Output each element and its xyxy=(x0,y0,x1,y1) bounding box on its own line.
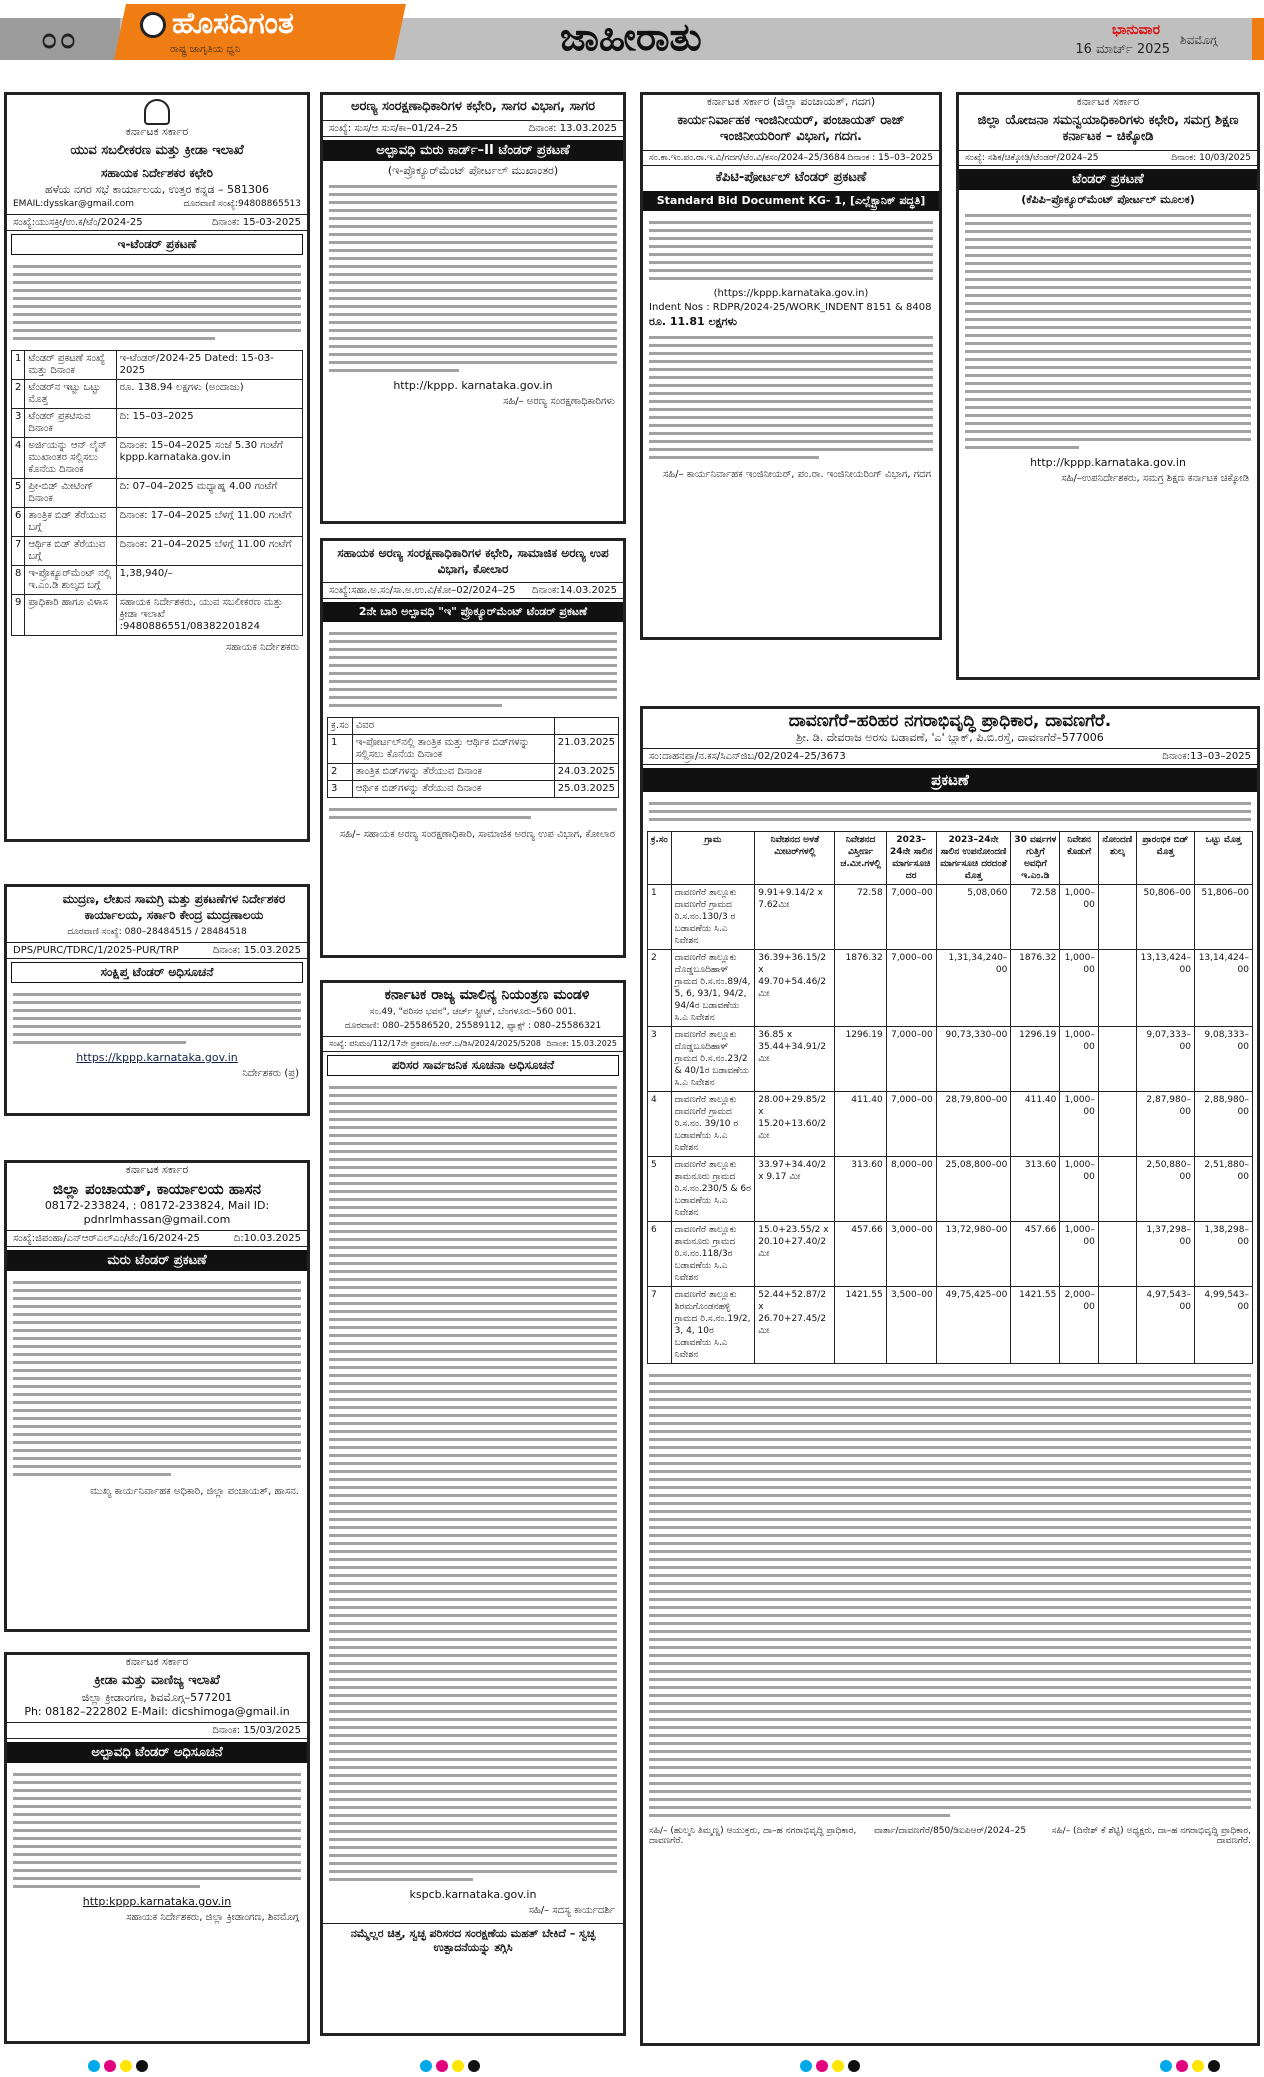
ad-title: ಯುವ ಸಬಲೀಕರಣ ಮತ್ತು ಕ್ರೀಡಾ ಇಲಾಖೆ xyxy=(70,143,244,158)
ad-band-sub: Standard Bid Document KG- 1, [ಎಲ್ಲೆಕ್ಟ್ರಾನಿಕ್ ಪದ್ಧತಿ] xyxy=(643,191,939,211)
ad-body-text xyxy=(7,1766,307,1895)
table-row: 6 ತಾಂತ್ರಿಕ ಬಿಡ್ ತೆರೆಯುವ ಬಗ್ಗೆ ದಿನಾಂಕ: 17–04–2025 ಬೆಳಗ್ಗೆ 11.00 ಗಂಟೆಗೆ xyxy=(12,508,303,537)
ad-signature-left: ಸಹಿ/– (ಹುಲ್ಮನಿ ತಿಮ್ಮಣ್ಣ) ಆಯುಕ್ತರು, ದಾ–ಹ ನಗರಾಭಿವೃದ್ಧಿ ಪ್ರಾಧಿಕಾರ, ದಾವಣಗೆರೆ. xyxy=(649,1826,857,1846)
ad-date: ದಿನಾಂಕ: 15-03-2025 xyxy=(211,217,301,228)
table-row: 7 ದಾವಣಗೆರೆ ತಾಲ್ಲೂಕು ಶಿರಮಗೊಂಡನಹಳ್ಳಿ ಗ್ರಾಮದ ರಿ.ಸ.ನಂ.19/2, 3, 4, 10ರ ಬಡಾವಣೆಯ ಸಿ.ಎ ನಿವೇಶನ 52.44+52.87/2 x 26.70+27.45/2 ಮೀ 1421.55 3,500–00 49,75,425–00 1421.55 2,000–00 4,97,543–00 4,99,543–00 xyxy=(648,1287,1253,1364)
ad-signature: ಸಹಿ/– ಅರಣ್ಯ ಸಂರಕ್ಷಣಾಧಿಕಾರಿಗಳು xyxy=(503,396,615,407)
ad-ref: ಸಂಖ್ಯೆ:ಸಹಾ.ಅ.ಸಂ/ಸಾ.ಅ.ಉ.ವಿ/ಕೋ–02/2024–25 xyxy=(329,585,516,596)
ad-org: ಕರ್ನಾಟಕ ಸರ್ಕಾರ xyxy=(125,1655,189,1668)
table-row: 6 ದಾವಣಗೆರೆ ತಾಲ್ಲೂಕು ಶಾಮನೂರು ಗ್ರಾಮದ ರಿ.ಸ.ನಂ.118/3ರ ಬಡಾವಣೆಯ ಸಿ.ಎ ನಿವೇಶನ 15.0+23.55/2 x 20.10+27.40/2 ಮೀ 457.66 3,000–00 13,72,980–00 457.66 1,000–00 1,37,298–00 1,38,298–00 xyxy=(648,1222,1253,1287)
ad-org: ಕರ್ನಾಟಕ ಸರ್ಕಾರ xyxy=(125,1163,189,1176)
ad-band-sub: (ಇ-ಪ್ರೊಕ್ಯೂರ್‌ಮೆಂಟ್ ಪೋರ್ಟಲ್ ಮುಖಾಂತರ) xyxy=(387,164,559,177)
ad-band: ಸಂಕ್ಷಿಪ್ತ ಟೆಂಡರ್ ಅಧಿಸೂಚನೆ xyxy=(11,962,303,983)
ad-title: ದಾವಣಗೆರೆ–ಹರಿಹರ ನಗರಾಭಿವೃದ್ಧಿ ಪ್ರಾಧಿಕಾರ, ದಾವಣಗೆರೆ. xyxy=(788,711,1112,731)
ad-email: EMAIL:dysskar@gmail.com xyxy=(13,199,135,209)
ad-signature-right: ಸಹಿ/– (ದಿನೇಶ್ ಕೆ ಶೆಟ್ಟಿ) ಅಧ್ಯಕ್ಷರು, ದಾ–ಹ ನಗರಾಭಿವೃದ್ಧಿ ಪ್ರಾಧಿಕಾರ, ದಾವಣಗೆರೆ. xyxy=(1051,1826,1251,1846)
ad-ref: DPS/PURC/TDRC/1/2025-PUR/TRP xyxy=(13,945,179,956)
ad-email: pdnrlmhassan@gmail.com xyxy=(83,1213,231,1226)
ad-org: ಕರ್ನಾಟಕ ಸರ್ಕಾರ xyxy=(1076,95,1140,108)
brand-logo-icon xyxy=(140,12,166,38)
ad-band: ಪರಿಸರ ಸಾರ್ವಜನಿಕ ಸೂಚನಾ ಅಧಿಸೂಚನೆ xyxy=(327,1055,619,1076)
header-city: ಶಿವಮೊಗ್ಗ xyxy=(1180,33,1218,47)
table-row: 1 ದಾವಣಗೆರೆ ತಾಲ್ಲೂಕು ದಾವಣಗೆರೆ ಗ್ರಾಮದ ರಿ.ಸ.ನಂ.130/3 ರ ಬಡಾವಣೆಯ ಸಿ.ಎ ನಿವೇಶನ 9.91+9.14/2 x 7.62ಮೀ 72.58 7,000–00 5,08,060 72.58 1,000–00 50,806–00 51,806–00 xyxy=(648,885,1253,950)
ad-date: ದಿನಾಂಕ: 10/03/2025 xyxy=(1171,153,1251,163)
page-number: ೦೦ xyxy=(0,18,120,60)
ad-band: ಅಲ್ಪಾವಧಿ ಟೆಂಡರ್ ಅಧಿಸೂಚನೆ xyxy=(7,1742,307,1763)
ad-social-forest xyxy=(320,538,626,958)
ad-signature: ಸಹಿ/–ಉಪನಿರ್ದೇಶಕರು, ಸಮಗ್ರ ಶಿಕ್ಷಣ ಕರ್ನಾಟಕ ಚಿಕ್ಕೋಡಿ xyxy=(1061,473,1249,484)
ad-body-text xyxy=(643,214,939,287)
table-row: 1 ಇ-ಪೋರ್ಟಲ್‌ನಲ್ಲಿ ತಾಂತ್ರಿಕ ಮತ್ತು ಆರ್ಥಿಕ ಬಿಡ್‌ಗಳನ್ನು ಸಲ್ಲಿಸಲು ಕೊನೆಯ ದಿನಾಂಕ 21.03.2025 xyxy=(328,735,619,764)
ad-title: ಮುದ್ರಣ, ಲೇಖನ ಸಾಮಗ್ರಿ ಮತ್ತು ಪ್ರಕಟಣೆಗಳ ನಿರ್ದೇಶಕರ ಕಾರ್ಯಾಲಯ, ಸರ್ಕಾರಿ ಕೇಂದ್ರ ಮುದ್ರಣಾಲಯ xyxy=(62,892,286,922)
ad-schedule-table xyxy=(11,350,303,636)
ad-govt-press xyxy=(4,884,310,1116)
ad-ref: ಸಂಖ್ಯೆ: ಸಶಿಕ/ಚಿಕ್ಕೋಡಿ/ಟೆಂಡರ್/2024–25 xyxy=(965,153,1099,163)
print-registration-marks xyxy=(800,2060,860,2072)
ad-title: ಕ್ರೀಡಾ ಮತ್ತು ವಾಣಿಜ್ಯ ಇಲಾಖೆ xyxy=(94,1673,220,1688)
ad-sports-shimoga xyxy=(4,1652,310,2044)
ad-ref: ಸಂಖ್ಯೆ:ಜಿಪಂಹಾ/ಎನ್‌ಆರ್‌ಎಲ್‌ಎಂ/ಟೆಂ/16/2024-25 xyxy=(13,1233,200,1244)
print-registration-marks xyxy=(1160,2060,1220,2072)
ad-date: ದಿನಾಂಕ: 15/03/2025 xyxy=(212,1725,301,1736)
ad-footer-slogan: ನಮ್ಮೆಲ್ಲರ ಚಿತ್ತ, ಸ್ವಚ್ಛ ಪರಿಸರದ ಸಂರಕ್ಷಣೆಯ ಮಹತ್ ಬೇಕಿದೆ – ಸ್ವಚ್ಛ ಉತ್ಪಾದನೆಯನ್ನು ತಗ್ಗಿಸಿ xyxy=(323,1923,623,1955)
ad-portal-link[interactable]: https://kppp.karnataka.gov.in xyxy=(76,1051,238,1064)
ad-contact: Ph: 08182–222802 E-Mail: dicshimoga@gmail.in xyxy=(24,1705,290,1718)
ad-address: ಶ್ರೀ. ಡಿ. ದೇವರಾಜ ಅರಸು ಬಡಾವಣೆ, 'ಎ' ಬ್ಲಾಕ್, ಪಿ.ಬಿ.ರಸ್ತೆ, ದಾವಣಗೆರೆ–577006 xyxy=(796,731,1104,744)
ad-phone: ದೂರವಾಣಿ ಸಂಖ್ಯೆ: 080–28484515 / 28484518 xyxy=(67,927,247,937)
table-row: 2 ಟೆಂಡರ್‌ನ ಇಟ್ಟು ಒಟ್ಟು ಮೊತ್ತ ರೂ. 138.94 ಲಕ್ಷಗಳು (ಅಂದಾಜು) xyxy=(12,380,303,409)
ad-body-text xyxy=(323,625,623,714)
ad-ref: ಸಂಖ್ಯೆ: ಸುಸ/ಆ ಸುಸ/ಕಾ–01/24–25 xyxy=(329,123,459,134)
section-title: ಜಾಹೀರಾತು xyxy=(560,14,702,59)
header-accent xyxy=(1252,18,1264,60)
table-header-row: ಕ್ರ.ಸಂ ಗ್ರಾಮ ನಿವೇಶನದ ಅಳತೆ ಮೀಟರ್‌ಗಳಲ್ಲಿ ನಿವೇಶನದ ವಿಸ್ತೀರ್ಣ ಚ.ಮೀ.ಗಳಲ್ಲಿ 2023–24ನೇ ಸಾಲಿನ ಮಾರ್ಗಸೂಚಿ ದರ 2023–24ನೇ ಸಾಲಿನ ಉಪನೋಂದಣಿ ಮಾರ್ಗಸೂಚಿ ದರದಂತೆ ಮೊತ್ತ 30 ವರ್ಷಗಳ ಗುತ್ತಿಗೆ ಅವಧಿಗೆ ಇ.ಎಂ.ಡಿ ನಿವೇಶನ ಕೊಡುಗೆ ನೋಂದಣಿ ಶುಲ್ಕ ಪ್ರಾರಂಭಿಕ ಬಿಡ್ ಮೊತ್ತ ಒಟ್ಟು ಮೊತ್ತ xyxy=(648,832,1253,885)
table-row: 7 ಆರ್ಥಿಕ ಬಿಡ್ ತೆರೆಯುವ ಬಗ್ಗೆ ದಿನಾಂಕ: 21–04–2025 ಬೆಳಗ್ಗೆ 11.00 ಗಂಟೆಗೆ xyxy=(12,537,303,566)
ad-date: ದಿನಾಂಕ:14.03.2025 xyxy=(531,585,617,596)
ad-date: ದಿನಾಂಕ:13–03–2025 xyxy=(1162,751,1251,762)
ad-band-sub: (ಕೆಪಿಪಿ–ಪ್ರೊಕ್ಯೂರ್‌ಮೆಂಟ್ ಪೋರ್ಟಲ್ ಮೂಲಕ) xyxy=(1021,193,1195,206)
ad-signature: ಸಹಿ/– ಸಹಾಯಕ ಅರಣ್ಯ ಸಂರಕ್ಷಣಾಧಿಕಾರಿ, ಸಾಮಾಜಿಕ ಅರಣ್ಯ ಉಪ ವಿಭಾಗ, ಕೋಲಾರ xyxy=(339,829,615,840)
print-registration-marks xyxy=(420,2060,480,2072)
ad-signature: ಸಹಾಯಕ ನಿರ್ದೇಶಕರು, ಜಿಲ್ಲಾ ಕ್ರೀಡಾಂಗಣ, ಶಿವಮೊಗ್ಗ xyxy=(126,1912,299,1923)
table-row: 3 ಆರ್ಥಿಕ ಬಿಡ್‌ಗಳನ್ನು ತೆರೆಯುವ ದಿನಾಂಕ 25.03.2025 xyxy=(328,781,619,798)
ad-body-text xyxy=(323,1079,623,1888)
ad-org: ಕರ್ನಾಟಕ ಸರ್ಕಾರ xyxy=(125,125,189,138)
ad-body-text xyxy=(7,258,307,347)
ad-portal-link[interactable]: kspcb.karnataka.gov.in xyxy=(409,1888,537,1901)
ad-amount: ರೂ. 11.81 ಲಕ್ಷಗಳು xyxy=(649,315,737,328)
table-row: 5 ಪ್ರೀ-ಬಿಡ್ ಮೀಟಿಂಗ್ ದಿನಾಂಕ ದಿ: 07–04–2025 ಮಧ್ಯಾಹ್ನ 4.00 ಗಂಟೆಗೆ xyxy=(12,479,303,508)
ad-band: ಮರು ಟೆಂಡರ್ ಪ್ರಕಟಣೆ xyxy=(7,1250,307,1271)
ad-ref: ಸಂಖ್ಯೆ:ಯುಸಕ್ರೀ/ಉ.ಕ/ಟೆಂ/2024-25 xyxy=(13,217,143,228)
ad-address: ಜಿಲ್ಲಾ ಕ್ರೀಡಾಂಗಣ, ಶಿವಮೊಗ್ಗ–577201 xyxy=(81,1691,233,1704)
table-row: 3 ದಾವಣಗೆರೆ ತಾಲ್ಲೂಕು ದೊಡ್ಡಬೂದಿಹಾಳ್ ಗ್ರಾಮದ ರಿ.ಸ.ನಂ.23/2 & 40/1ರ ಬಡಾವಣೆಯ ಸಿ.ಎ ನಿವೇಶನ 36.85 x 35.44+34.91/2 ಮೀ 1296.19 7,000–00 90,73,330–00 1296.19 1,000–00 9,07,333–00 9,08,333–00 xyxy=(648,1027,1253,1092)
table-row: 9 ಪ್ರಾಧಿಕಾರಿ ಹಾಗೂ ವಿಳಾಸ ಸಹಾಯಕ ನಿರ್ದೇಶಕರು, ಯುವ ಸಬಲೀಕರಣ ಮತ್ತು ಕ್ರೀಡಾ ಇಲಾಖೆ :9480886551/08382201824 xyxy=(12,595,303,636)
ad-subtitle: ಸಹಾಯಕ ನಿರ್ದೇಶಕರ ಕಛೇರಿ xyxy=(101,166,213,180)
ad-signature: ಸಹಿ/– ಕಾರ್ಯನಿರ್ವಾಹಕ ಇಂಜಿನೀಯರ್, ಪಂ.ರಾ. ಇಂಜಿನೀಯರಿಂಗ್ ವಿಭಾಗ, ಗದಗ xyxy=(662,469,931,480)
ad-address: ಸಂ.49, "ಪರಿಸರ ಭವನ", ಚರ್ಚ್ ಸ್ಟ್ರೀಟ್, ಬೆಂಗಳೂರು–560 001. xyxy=(369,1007,577,1017)
ad-body-text xyxy=(323,178,623,379)
ad-portal-link[interactable]: http://kppp.karnataka.gov.in xyxy=(1030,456,1186,469)
table-row: 3 ಟೆಂಡರ್ ಪ್ರಕಟಿಸುವ ದಿನಾಂಕ ದಿ: 15–03–2025 xyxy=(12,409,303,438)
ad-band: ಇ-ಟೆಂಡರ್ ಪ್ರಕಟಣೆ xyxy=(11,234,303,255)
ad-schedule-table xyxy=(327,717,619,798)
ad-date: ದಿನಾಂಕ: 15.03.2025 xyxy=(212,945,301,956)
ad-signature: ಮುಖ್ಯ ಕಾರ್ಯನಿರ್ವಾಹಕ ಅಧಿಕಾರಿ, ಜಿಲ್ಲಾ ಪಂಚಾಯತ್, ಹಾಸನ. xyxy=(90,1486,299,1497)
header-day: ಭಾನುವಾರ xyxy=(1111,22,1160,38)
header-date: 16 ಮಾರ್ಚ್ 2025 xyxy=(1075,42,1170,57)
ad-portal-link[interactable]: http:kppp.karnataka.gov.in xyxy=(82,1895,232,1908)
ad-body-text xyxy=(643,329,939,466)
ad-org: ಕರ್ನಾಟಕ ಸರ್ಕಾರ (ಜಿಲ್ಲಾ ಪಂಚಾಯತ್, ಗದಗ) xyxy=(706,95,876,108)
ad-band: ಕೆಪಿಟಿ-ಪೋರ್ಟಲ್ ಟೆಂಡರ್ ಪ್ರಕಟಣೆ xyxy=(715,170,867,185)
ad-pwd-gadag xyxy=(640,92,942,640)
table-row: ಕ್ರ.ಸಂ ವಿವರ xyxy=(328,718,619,735)
ad-zp-hassan xyxy=(4,1160,310,1632)
brand-name: ಹೊಸದಿಗಂತ xyxy=(172,6,294,41)
plot-table xyxy=(647,831,1253,1364)
govt-emblem-icon xyxy=(144,99,170,125)
table-row: 2 ದಾವಣಗೆರೆ ತಾಲ್ಲೂಕು ದೊಡ್ಡಬೂದಿಹಾಳ್ ಗ್ರಾಮದ ರಿ.ಸ.ನಂ.89/4, 5, 6, 93/1, 94/2, 94/4ರ ಬಡಾವಣೆಯ ಸಿ.ಎ ನಿವೇಶನ 36.39+36.15/2 x 49.70+54.46/2 ಮೀ 1876.32 7,000–00 1,31,34,240–00 1876.32 1,000–00 13,13,424–00 13,14,424–00 xyxy=(648,950,1253,1027)
print-registration-marks xyxy=(88,2060,148,2072)
ad-title: ಕರ್ನಾಟಕ ರಾಜ್ಯ ಮಾಲಿನ್ಯ ನಿಯಂತ್ರಣ ಮಂಡಳಿ xyxy=(384,987,590,1003)
table-row: 2 ತಾಂತ್ರಿಕ ಬಿಡ್‌ಗಳನ್ನು ತೆರೆಯುವ ದಿನಾಂಕ 24.03.2025 xyxy=(328,764,619,781)
ad-date: ದಿನಾಂಕ : 15–03–2025 xyxy=(847,153,933,163)
ad-date: ದಿ:10.03.2025 xyxy=(233,1233,301,1244)
ad-release-no: ವಾರ್ತಾ/ದಾವಣಗೆರೆ/850/ಡಿಐಪಿಆರ್/2024–25 xyxy=(873,1826,1027,1836)
ad-signature: ನಿರ್ದೇಶಕರು (ಪ್ರ) xyxy=(242,1068,299,1079)
ad-indent: Indent Nos : RDPR/2024-25/WORK_INDENT 8151 & 8408 xyxy=(649,302,932,313)
ad-title: ಕಾರ್ಯನಿರ್ವಾಹಕ ಇಂಜಿನೀಯರ್, ಪಂಚಾಯತ್ ರಾಜ್ ಇಂಜಿನೀಯರಿಂಗ್ ವಿಭಾಗ, ಗದಗ. xyxy=(677,113,905,144)
ad-title: ಸಹಾಯಕ ಅರಣ್ಯ ಸಂರಕ್ಷಣಾಧಿಕಾರಿಗಳ ಕಛೇರಿ, ಸಾಮಾಜಿಕ ಅರಣ್ಯ ಉಪ ವಿಭಾಗ, ಕೋಲಾರ xyxy=(337,546,609,576)
ad-body-text xyxy=(959,207,1257,456)
ad-dhuda xyxy=(640,706,1260,2046)
ad-forest-sagar xyxy=(320,92,626,524)
ad-edu-chikkodi xyxy=(956,92,1260,680)
table-row: 8 ಇ-ಪ್ರೊಕ್ಯೂರ್‌ಮೆಂಟ್ ನಲ್ಲಿ ಇ.ಎಂ.ಡಿ ಶುಲ್ಕದ ಬಗ್ಗೆ 1,38,940/– xyxy=(12,566,303,595)
ad-band: 2ನೇ ಬಾರಿ ಅಲ್ಪಾವಧಿ "ಇ" ಪ್ರೊಕ್ಯೂರ್‌ಮೆಂಟ್ ಟೆಂಡರ್ ಪ್ರಕಟಣೆ xyxy=(323,602,623,622)
ad-band: ಟೆಂಡರ್ ಪ್ರಕಟಣೆ xyxy=(959,169,1257,190)
ad-date: ದಿನಾಂಕ: 13.03.2025 xyxy=(528,123,617,134)
brand-tagline: ರಾಷ್ಟ್ರ ಜಾಗೃತಿಯ ಧ್ವನಿ xyxy=(170,44,241,55)
table-row: 4 ಅರ್ಜಿಯನ್ನು ಆನ್ ಲೈನ್ ಮುಖಾಂತರ ಸಲ್ಲಿಸಲು ಕೊನೆಯ ದಿನಾಂಕ ದಿನಾಂಕ: 15–04–2025 ಸಂಜೆ 5.30 ಗಂಟೆಗೆ kppp.karnataka.gov.in xyxy=(12,438,303,479)
ad-youth-sports xyxy=(4,92,310,842)
ad-ref: ಸಂಖ್ಯೆ: ಪನಿಮಂ/112/17ನೇ ಪ್ರಕರಣ/ಪಿ.ಆರ್.ಒ/ಡಿಸಿ/2024/2025/5208 xyxy=(329,1039,541,1048)
ad-title: ಜಿಲ್ಲಾ ಪಂಚಾಯತ್, ಕಾರ್ಯಾಲಯ ಹಾಸನ xyxy=(53,1180,261,1198)
ad-terms-text xyxy=(643,1367,1257,1824)
ad-signature: ಸಹಾಯಕ ನಿರ್ದೇಶಕರು xyxy=(225,642,299,653)
ad-phone: 08172-233824, : 08172-233824, Mail ID: xyxy=(44,1199,270,1212)
ad-url[interactable]: (https://kppp.karnataka.gov.in) xyxy=(713,288,869,299)
ad-portal-link[interactable]: http://kppp. karnataka.gov.in xyxy=(393,379,553,392)
ad-kspcb xyxy=(320,980,626,2036)
ad-title: ಜಿಲ್ಲಾ ಯೋಜನಾ ಸಮನ್ವಯಾಧಿಕಾರಿಗಳು ಕಛೇರಿ, ಸಮಗ್ರ ಶಿಕ್ಷಣ ಕರ್ನಾಟಕ – ಚಿಕ್ಕೋಡಿ xyxy=(977,113,1239,144)
ad-title: ಅರಣ್ಯ ಸಂರಕ್ಷಣಾಧಿಕಾರಿಗಳ ಕಛೇರಿ, ಸಾಗರ ವಿಭಾಗ, ಸಾಗರ xyxy=(350,99,596,114)
ad-date: ದಿನಾಂಕ: 15.03.2025 xyxy=(546,1039,617,1048)
ad-band: ಪ್ರಕಟಣೆ xyxy=(643,768,1257,792)
table-row: 4 ದಾವಣಗೆರೆ ತಾಲ್ಲೂಕು ದಾವಣಗೆರೆ ಗ್ರಾಮದ ರಿ.ಸ.ನಂ. 39/10 ರ ಬಡಾವಣೆಯ ಸಿ.ಎ ನಿವೇಶನ 28.00+29.85/2 x 15.20+13.60/2 ಮೀ 411.40 7,000–00 28,79,800–00 411.40 1,000–00 2,87,980–00 2,88,980–00 xyxy=(648,1092,1253,1157)
ad-signature: ಸಹಿ/– ಸದಸ್ಯ ಕಾರ್ಯದರ್ಶಿ xyxy=(528,1905,615,1916)
ad-body-text xyxy=(7,1274,307,1483)
table-row: 5 ದಾವಣಗೆರೆ ತಾಲ್ಲೂಕು ಶಾಮನೂರು ಗ್ರಾಮದ ರಿ.ಸ.ನಂ.230/5 & 6ರ ಬಡಾವಣೆಯ ಸಿ.ಎ ನಿವೇಶನ 33.97+34.40/2 x 9.17 ಮೀ 313.60 8,000–00 25,08,800–00 313.60 1,000–00 2,50,880–00 2,51,880–00 xyxy=(648,1157,1253,1222)
ad-address: ಹಳೆಯ ನಗರ ಸಭೆ ಕಾರ್ಯಾಲಯ, ಉತ್ತರ ಕನ್ನಡ – 581306 xyxy=(44,183,270,196)
ad-ref: ಸಂ:ದಾಹನಪ್ರಾ/ನ.ಕಸ/ಸಿಎನ್‌ಜಿಬ/02/2024–25/3673 xyxy=(649,751,846,762)
ad-band: ಅಲ್ಪಾವಧಿ ಮರು ಕಾರ್ಡ್–II ಟೆಂಡರ್ ಪ್ರಕಟಣೆ xyxy=(323,140,623,161)
ad-body-text xyxy=(643,795,1257,828)
table-row: 1 ಟೆಂಡರ್ ಪ್ರಕಟಣೆ ಸಂಖ್ಯೆ ಮತ್ತು ದಿನಾಂಕ ಇ-ಟೆಂಡರ್/2024-25 Dated: 15-03-2025 xyxy=(12,351,303,380)
ad-ref: ಸಂ.ಕಾ.ಇಂ.ಪಂ.ರಾ.ಇ.ವಿ/ಗದಗ/ಟೆಂ.ವಿ/ಕಸಂ/2024–25/3684 xyxy=(649,153,846,163)
ad-phone: ದೂರವಾಣಿ ಸಂಖ್ಯೆ:94808865513 xyxy=(183,199,301,209)
ad-phone: ದೂರವಾಣಿ: 080–25586520, 25589112, ಫ್ಯಾಕ್ಸ್ : 080–25586321 xyxy=(344,1021,602,1031)
ad-body-text xyxy=(7,986,307,1051)
